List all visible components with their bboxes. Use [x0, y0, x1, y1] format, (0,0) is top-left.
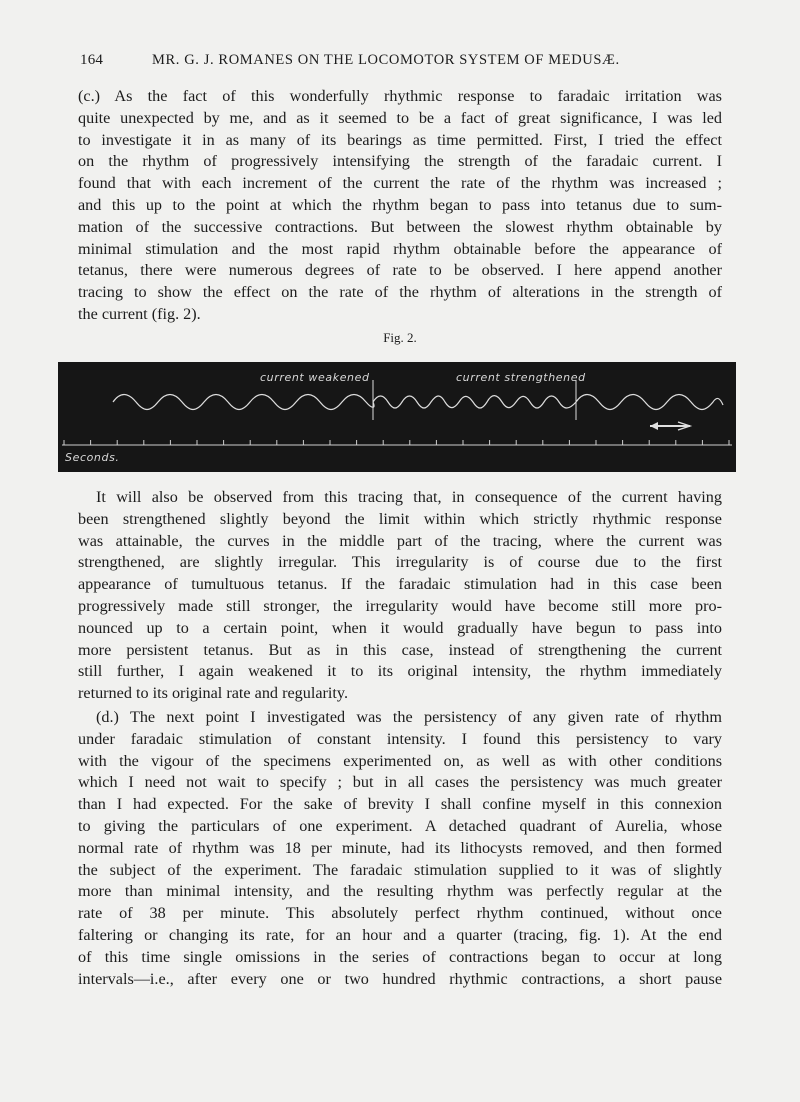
text-line: found that with each increment of the current the rate of the rhythm was increased ;	[78, 174, 722, 193]
label-seconds: Seconds.	[65, 451, 120, 464]
text-line: of this time single omissions in the series of contractions began to occur at long	[78, 947, 722, 966]
text-line: (c.) As the fact of this wonderfully rhythmic response to faradaic irritation was	[78, 87, 722, 105]
text-line: tetanus, there were numerous degrees of rate to be observed. I here append another	[78, 261, 722, 280]
label-current-strengthened: current strengthened	[456, 371, 586, 384]
text-line: progressively made still stronger, the irregularity would have become still more pro-	[78, 596, 722, 615]
tracing-svg	[58, 362, 736, 472]
text-line: and this up to the point at which the rhythm began to pass into tetanus due to sum-	[78, 195, 722, 214]
text-line: strengthened, are slightly irregular. This irregularity is of course due to the first	[78, 553, 722, 572]
rhythm-tracing-line-slow	[576, 395, 723, 410]
page-header	[80, 52, 720, 74]
label-current-weakened: current weakened	[260, 371, 370, 384]
text-line: more persistent tetanus. But as in this case, instead of strengthening the current	[78, 640, 722, 659]
text-line: tracing to show the effect on the rate of the rhythm of alterations in the strength of	[78, 283, 722, 302]
text-line: with the vigour of the specimens experimented on, as well as with other conditions	[78, 751, 722, 770]
text-line: mation of the successive contractions. But between the slowest rhythm obtainable by	[78, 217, 722, 236]
text-line: to investigate it in as many of its bearings as time permitted. First, I tried the effect	[78, 130, 722, 149]
text-line: It will also be observed from this tracing that, in consequence of the current having	[96, 488, 722, 506]
rhythm-tracing-line	[113, 395, 374, 410]
text-line: faltering or changing its rate, for an hour and a quarter (tracing, fig. 1). At the end	[78, 925, 722, 944]
direction-arrow	[650, 422, 690, 430]
text-line: on the rhythm of progressively intensifying the strength of the faradaic current. I	[78, 152, 722, 171]
time-ticks	[64, 440, 729, 445]
text-line: than I had expected. For the sake of brevity I shall confine myself in this connexion	[78, 795, 722, 814]
text-line: was attainable, the curves in the middle part of the tracing, where the current was	[78, 531, 722, 550]
text-line: normal rate of rhythm was 18 per minute, had its lithocysts removed, and then formed	[78, 838, 722, 857]
page-number: 164	[80, 52, 104, 68]
text-line: minimal stimulation and the most rapid rhythm obtainable before the appearance of	[78, 239, 722, 258]
text-line: more than minimal intensity, and the resulting rhythm was perfectly regular at the	[78, 882, 722, 901]
tracing-figure	[58, 362, 736, 472]
text-line: the current (fig. 2).	[78, 304, 201, 323]
text-line: still further, I again weakened it to its original intensity, the rhythm immediately	[78, 662, 722, 681]
rhythm-tracing-line-fast	[373, 396, 576, 408]
paragraph-c	[78, 86, 722, 326]
text-line: quite unexpected by me, and as it seemed to be a fact of great significance, I was led	[78, 108, 722, 127]
text-line: (d.) The next point I investigated was the persistency of any given rate of rhythm	[96, 708, 722, 726]
text-line: appearance of tumultuous tetanus. If the faradaic stimulation had in this case been	[78, 575, 722, 594]
text-line: intervals—i.e., after every one or two hundred rhythmic contractions, a short pause	[78, 969, 722, 988]
paragraph-d	[78, 707, 722, 990]
paragraph-2	[78, 487, 722, 705]
text-line: to giving the particulars of one experiment. A detached quadrant of Aurelia, whose	[78, 816, 722, 835]
text-line: been strengthened slightly beyond the limit within which strictly rhythmic response	[78, 509, 722, 528]
text-line: the subject of the experiment. The faradaic stimulation supplied to it was of slightly	[78, 860, 722, 879]
text-line: nounced up to a certain point, when it would gradually have begun to pass into	[78, 618, 722, 637]
text-line: which I need not wait to specify ; but in all cases the persistency was much greater	[78, 773, 722, 792]
text-line: returned to its original rate and regularity.	[78, 684, 348, 703]
running-title: MR. G. J. ROMANES ON THE LOCOMOTOR SYSTEM OF MEDUSÆ.	[152, 52, 620, 68]
text-line: under faradaic stimulation of constant intensity. I found this persistency to vary	[78, 729, 722, 748]
figure-caption: Fig. 2.	[383, 330, 417, 345]
text-line: rate of 38 per minute. This absolutely perfect rhythm continued, without once	[78, 904, 722, 923]
